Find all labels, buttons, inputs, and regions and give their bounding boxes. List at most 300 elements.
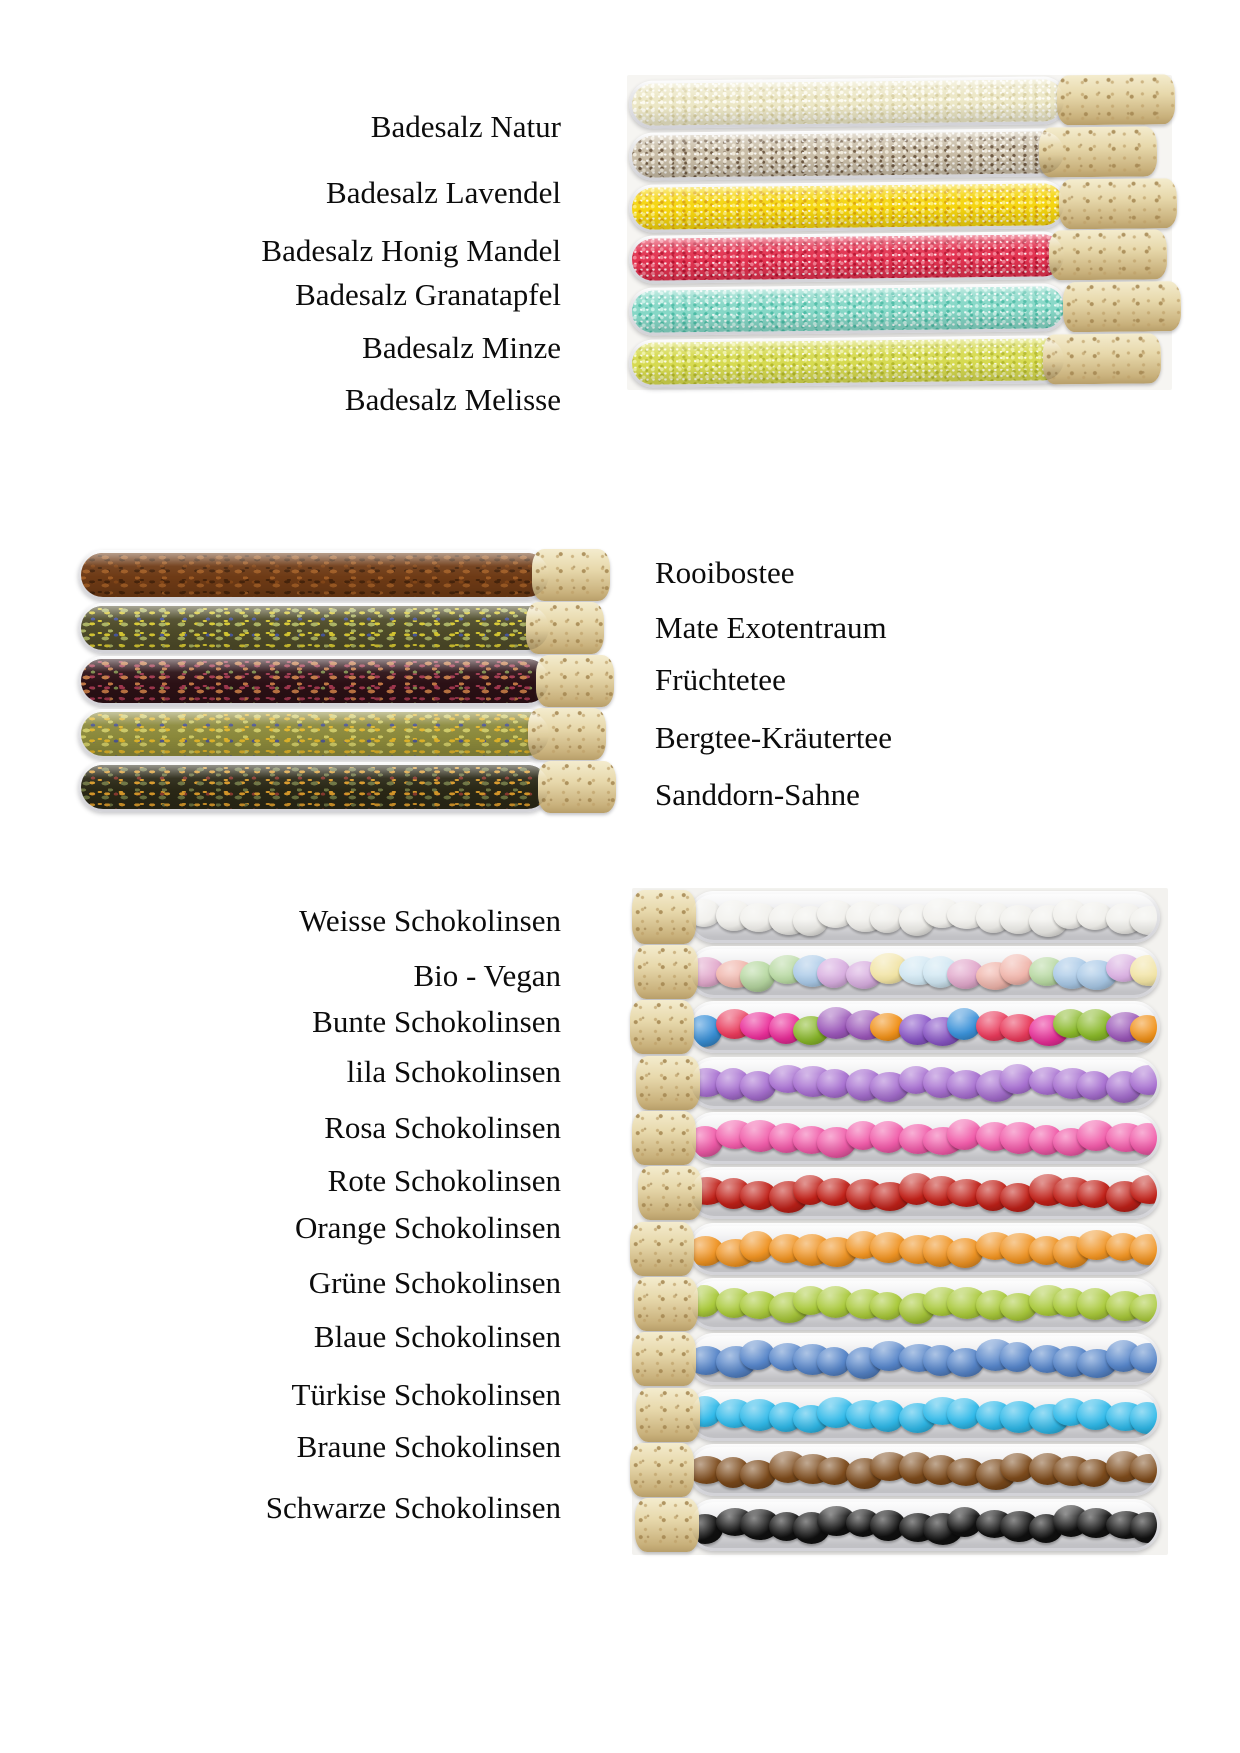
chocolate-lentil: [769, 1123, 804, 1153]
tube-content: [81, 712, 549, 756]
label-fruechtetee: Früchtetee: [655, 662, 786, 697]
chocolate-lentil: [1053, 899, 1087, 929]
tube-content: [632, 183, 1064, 230]
chocolate-lentil: [846, 1400, 886, 1429]
chocolate-lentil: [740, 1071, 776, 1101]
chocolate-lentil: [899, 1452, 933, 1484]
label-mate-exotentraum: Mate Exotentraum: [655, 610, 887, 645]
chocolate-lentil: [923, 1455, 959, 1485]
tube-content: [691, 1115, 1157, 1161]
label-rote-schokolinsen: Rote Schokolinsen: [327, 1163, 561, 1198]
chocolate-lentil: [899, 1403, 936, 1433]
mate-exotentraum-tube: [78, 603, 610, 653]
label-braune-schokolinsen: Braune Schokolinsen: [296, 1429, 561, 1464]
chocolate-lentil: [899, 904, 935, 936]
tube-glass: [78, 762, 552, 812]
chocolate-lentil: [846, 1179, 884, 1210]
tube-content: [691, 1447, 1157, 1493]
chocolate-lentil: [870, 904, 904, 933]
chocolate-lentil: [817, 1457, 852, 1485]
tube-content: [632, 234, 1064, 281]
chocolate-lentil: [740, 1460, 776, 1489]
tube-content: [691, 1004, 1157, 1050]
chocolate-lentil: [740, 1181, 777, 1210]
label-badesalz-natur: Badesalz Natur: [370, 109, 561, 144]
blaue-schokolinsen-tube: [632, 1333, 1168, 1385]
chocolate-lentil: [716, 1009, 753, 1039]
chocolate-lentil: [1029, 1236, 1064, 1265]
chocolate-lentil: [1130, 1175, 1157, 1204]
chocolate-lentil: [870, 1292, 904, 1320]
badesalz-photo: [627, 75, 1172, 390]
chocolate-lentil: [716, 900, 752, 931]
cork-stopper: [1049, 229, 1168, 280]
chocolate-lentil: [1106, 1012, 1145, 1042]
tube-content: [81, 659, 549, 703]
chocolate-lentil: [769, 1234, 805, 1263]
chocolate-lentil: [1029, 1125, 1063, 1155]
chocolate-lentil: [716, 1346, 756, 1378]
chocolate-lentil: [740, 961, 775, 992]
chocolate-lentil: [899, 1513, 937, 1542]
chocolate-lentil: [1000, 1511, 1039, 1542]
bergtee-kraeutertee-tube: [78, 709, 610, 759]
chocolate-lentil: [817, 958, 851, 988]
tube-glass: [629, 231, 1067, 284]
label-badesalz-honig-mandel: Badesalz Honig Mandel: [261, 233, 561, 268]
chocolate-lentil: [716, 1068, 750, 1100]
schokolinsen-photo: [632, 888, 1168, 1555]
tube-content: [632, 131, 1064, 178]
tube-glass: [688, 1001, 1160, 1053]
chocolate-lentil: [817, 1347, 851, 1376]
label-badesalz-minze: Badesalz Minze: [362, 330, 561, 365]
tube-glass: [688, 1499, 1160, 1551]
chocolate-lentil: [793, 1234, 831, 1266]
label-rooibostee: Rooibostee: [655, 555, 795, 590]
chocolate-lentil: [1077, 1288, 1113, 1320]
chocolate-lentil: [947, 1398, 981, 1429]
chocolate-lentil: [1077, 1459, 1111, 1487]
chocolate-lentil: [1130, 1123, 1157, 1155]
tube-content: [691, 949, 1157, 995]
label-gruene-schokolinsen: Grüne Schokolinsen: [308, 1265, 561, 1300]
tube-glass: [78, 709, 552, 759]
chocolate-lentil: [976, 1459, 1016, 1490]
chocolate-lentil: [1106, 1123, 1146, 1152]
chocolate-lentil: [1077, 1180, 1112, 1208]
chocolate-lentil: [1130, 1512, 1157, 1543]
chocolate-lentil: [793, 1286, 828, 1315]
chocolate-lentil: [769, 955, 806, 984]
braune-schokolinsen-tube: [632, 1444, 1168, 1496]
tube-content: [691, 1336, 1157, 1382]
chocolate-lentil: [793, 1344, 832, 1375]
chocolate-lentil: [947, 1070, 985, 1099]
label-weisse-schokolinsen: Weisse Schokolinsen: [299, 903, 561, 938]
chocolate-lentil: [1053, 1505, 1089, 1537]
rote-schokolinsen-tube: [632, 1167, 1168, 1219]
chocolate-lentil: [1077, 1508, 1115, 1538]
chocolate-lentil: [1029, 957, 1065, 986]
chocolate-lentil: [976, 962, 1015, 990]
chocolate-lentil: [899, 1014, 936, 1045]
chocolate-lentil: [923, 1345, 958, 1376]
chocolate-lentil: [1077, 1120, 1115, 1151]
chocolate-lentil: [899, 1235, 938, 1264]
tube-glass: [688, 1333, 1160, 1385]
chocolate-lentil: [976, 1232, 1014, 1260]
chocolate-lentil: [976, 1122, 1013, 1151]
tube-content: [81, 606, 549, 650]
cork-stopper: [630, 1222, 694, 1276]
chocolate-lentil: [947, 959, 984, 989]
chocolate-lentil: [793, 1512, 830, 1544]
chocolate-lentil: [769, 1343, 806, 1371]
chocolate-lentil: [691, 899, 721, 927]
chocolate-lentil: [769, 903, 809, 935]
chocolate-lentil: [846, 961, 882, 989]
chocolate-lentil: [1106, 1071, 1142, 1103]
badesalz-lavendel-tube: [627, 127, 1172, 181]
chocolate-lentil: [793, 1126, 830, 1154]
chocolate-lentil: [923, 1397, 962, 1425]
chocolate-lentil: [923, 1017, 962, 1046]
chocolate-lentil: [1000, 1014, 1038, 1042]
chocolate-lentil: [870, 1013, 905, 1041]
chocolate-lentil: [1029, 905, 1068, 937]
label-sanddorn-sahne: Sanddorn-Sahne: [655, 777, 860, 812]
chocolate-lentil: [1000, 1122, 1039, 1154]
chocolate-lentil: [817, 1069, 852, 1098]
cork-stopper: [630, 1000, 694, 1054]
tube-content: [691, 1060, 1157, 1106]
chocolate-lentil: [817, 1506, 856, 1536]
chocolate-lentil: [1000, 1183, 1036, 1212]
chocolate-lentil: [846, 1509, 880, 1537]
chocolate-lentil: [1029, 1453, 1066, 1485]
label-bergtee-kraeutertee: Bergtee-Kräutertee: [655, 720, 892, 755]
chocolate-lentil: [740, 1291, 778, 1319]
chocolate-lentil: [899, 1124, 937, 1154]
chocolate-lentil: [1077, 1399, 1114, 1430]
schwarze-schokolinsen-tube: [632, 1499, 1168, 1551]
chocolate-lentil: [846, 901, 885, 932]
chocolate-lentil: [1077, 1349, 1117, 1378]
chocolate-lentil: [769, 1292, 809, 1323]
tube-content: [81, 765, 549, 809]
chocolate-lentil: [1000, 1233, 1040, 1264]
tube-content: [632, 338, 1064, 385]
chocolate-lentil: [870, 1121, 906, 1153]
chocolate-lentil: [1077, 1230, 1116, 1260]
chocolate-lentil: [1053, 1068, 1092, 1099]
chocolate-lentil: [846, 1458, 883, 1489]
chocolate-lentil: [947, 901, 987, 929]
bunte-schokolinsen-tube: [632, 1001, 1168, 1053]
chocolate-lentil: [1130, 1454, 1157, 1483]
tube-glass: [629, 180, 1067, 233]
tube-glass: [688, 1167, 1160, 1219]
chocolate-lentil: [1130, 1234, 1157, 1265]
chocolate-lentil: [1053, 1236, 1090, 1268]
cork-stopper: [632, 890, 696, 944]
badesalz-natur-tube: [627, 75, 1172, 129]
chocolate-lentil: [846, 1231, 881, 1259]
chocolate-lentil: [947, 1119, 982, 1150]
chocolate-lentil: [716, 1457, 750, 1488]
chocolate-lentil: [923, 1287, 961, 1316]
tube-glass: [688, 1223, 1160, 1275]
chocolate-lentil: [1029, 1345, 1065, 1373]
chocolate-lentil: [793, 1454, 833, 1484]
chocolate-lentil: [870, 1341, 908, 1371]
chocolate-lentil: [976, 1011, 1012, 1041]
chocolate-lentil: [1130, 906, 1157, 935]
chocolate-lentil: [923, 1067, 959, 1098]
chocolate-lentil: [976, 1290, 1011, 1320]
chocolate-lentil: [870, 1182, 910, 1211]
chocolate-lentil: [846, 1121, 880, 1150]
chocolate-lentil: [870, 953, 908, 984]
label-badesalz-lavendel: Badesalz Lavendel: [326, 175, 561, 210]
chocolate-lentil: [716, 1288, 752, 1318]
chocolate-lentil: [1053, 1128, 1089, 1156]
chocolate-lentil: [1000, 1293, 1037, 1321]
chocolate-lentil: [691, 1126, 723, 1157]
chocolate-lentil: [1077, 902, 1113, 930]
chocolate-lentil: [899, 1066, 933, 1094]
cork-stopper: [634, 1277, 698, 1331]
chocolate-lentil: [923, 1235, 957, 1267]
chocolate-lentil: [691, 1015, 722, 1047]
chocolate-lentil: [740, 1340, 775, 1370]
tube-glass: [688, 1278, 1160, 1330]
chocolate-lentil: [1106, 1402, 1145, 1431]
chocolate-lentil: [793, 1405, 829, 1433]
chocolate-lentil: [716, 1120, 754, 1149]
cork-stopper: [635, 1498, 699, 1552]
cork-stopper: [634, 945, 698, 999]
cork-stopper: [630, 1443, 694, 1497]
tube-glass: [629, 128, 1067, 181]
chocolate-lentil: [870, 1232, 907, 1263]
chocolate-lentil: [793, 906, 828, 936]
chocolate-lentil: [817, 900, 854, 928]
badesalz-melisse-tube: [627, 334, 1172, 388]
chocolate-lentil: [1000, 1453, 1035, 1482]
chocolate-lentil: [1053, 1346, 1091, 1377]
chocolate-lentil: [817, 1127, 856, 1158]
chocolate-lentil: [1130, 1294, 1157, 1322]
chocolate-lentil: [1106, 903, 1144, 934]
tube-content: [691, 1392, 1157, 1438]
tube-content: [691, 1502, 1157, 1548]
chocolate-lentil: [740, 903, 778, 932]
cork-stopper: [1063, 281, 1182, 332]
chocolate-lentil: [691, 1236, 724, 1266]
tube-glass: [688, 1444, 1160, 1496]
badesalz-granatapfel-tube: [627, 230, 1172, 284]
chocolate-lentil: [1029, 1174, 1067, 1206]
chocolate-lentil: [740, 1399, 779, 1431]
chocolate-lentil: [691, 1514, 723, 1544]
chocolate-lentil: [976, 1070, 1016, 1102]
chocolate-lentil: [1106, 1233, 1140, 1261]
chocolate-lentil: [1029, 1015, 1069, 1046]
chocolate-lentil: [1130, 1015, 1157, 1043]
chocolate-lentil: [1053, 1456, 1092, 1486]
chocolate-lentil: [947, 1179, 986, 1207]
chocolate-lentil: [817, 1397, 855, 1428]
chocolate-lentil: [817, 1007, 855, 1039]
label-schwarze-schokolinsen: Schwarze Schokolinsen: [265, 1490, 561, 1525]
lila-schokolinsen-tube: [632, 1057, 1168, 1109]
cork-stopper: [632, 1332, 696, 1386]
chocolate-lentil: [899, 956, 939, 985]
chocolate-lentil: [899, 1173, 934, 1205]
chocolate-lentil: [923, 1176, 960, 1206]
chocolate-lentil: [1077, 1009, 1114, 1041]
chocolate-lentil: [976, 1510, 1013, 1538]
chocolate-lentil: [976, 1339, 1015, 1371]
badesalz-honig-mandel-tube: [627, 179, 1172, 233]
chocolate-lentil: [976, 1180, 1010, 1211]
chocolate-lentil: [923, 1513, 963, 1545]
rosa-schokolinsen-tube: [632, 1112, 1168, 1164]
chocolate-lentil: [1130, 1343, 1157, 1373]
chocolate-lentil: [870, 1072, 909, 1102]
tube-glass: [688, 1112, 1160, 1164]
tube-content: [632, 286, 1064, 333]
chocolate-lentil: [947, 1008, 981, 1040]
chocolate-lentil: [691, 1285, 721, 1317]
chocolate-lentil: [793, 955, 832, 987]
tube-content: [632, 79, 1064, 126]
chocolate-lentil: [691, 957, 725, 987]
tube-glass: [629, 335, 1067, 388]
chocolate-lentil: [846, 1010, 886, 1040]
chocolate-lentil: [1053, 957, 1091, 989]
chocolate-lentil: [691, 1456, 726, 1484]
tube-content: [691, 1281, 1157, 1327]
chocolate-lentil: [716, 1239, 755, 1267]
chocolate-lentil: [1053, 1177, 1093, 1207]
chocolate-lentil: [817, 1178, 853, 1206]
chocolate-lentil: [1053, 1398, 1088, 1426]
chocolate-lentil: [716, 1399, 753, 1428]
chocolate-lentil: [947, 1238, 983, 1268]
chocolate-lentil: [740, 1012, 779, 1040]
chocolate-lentil: [899, 1293, 935, 1324]
chocolate-lentil: [923, 898, 961, 928]
chocolate-lentil: [793, 1016, 829, 1045]
chocolate-lentil: [1130, 1402, 1157, 1434]
chocolate-lentil: [740, 1509, 780, 1540]
label-blaue-schokolinsen: Blaue Schokolinsen: [313, 1319, 561, 1354]
chocolate-lentil: [846, 1347, 882, 1379]
chocolate-lentil: [716, 1508, 754, 1536]
chocolate-lentil: [769, 1451, 807, 1483]
chocolate-lentil: [1000, 1342, 1034, 1372]
label-badesalz-granatapfel: Badesalz Granatapfel: [295, 277, 561, 312]
badesalz-minze-tube: [627, 282, 1172, 336]
chocolate-lentil: [1130, 955, 1157, 986]
chocolate-lentil: [1029, 1514, 1063, 1543]
chocolate-lentil: [769, 1181, 808, 1213]
chocolate-lentil: [1106, 1181, 1143, 1212]
chocolate-lentil: [870, 1452, 909, 1481]
tuerkise-schokolinsen-tube: [632, 1389, 1168, 1441]
tube-content: [691, 1226, 1157, 1272]
chocolate-lentil: [923, 956, 958, 988]
chocolate-lentil: [947, 1458, 985, 1486]
chocolate-lentil: [817, 1286, 854, 1318]
chocolate-lentil: [1106, 954, 1141, 982]
cork-stopper: [632, 1111, 696, 1165]
chocolate-lentil: [793, 1175, 827, 1205]
chocolate-lentil: [691, 1068, 726, 1097]
tube-glass: [78, 550, 552, 600]
chocolate-lentil: [716, 1178, 751, 1209]
label-bunte-schokolinsen: Bunte Schokolinsen: [312, 1004, 561, 1039]
tube-glass: [629, 283, 1067, 336]
label-lila-schokolinsen: lila Schokolinsen: [346, 1054, 561, 1089]
chocolate-lentil: [769, 1065, 807, 1093]
chocolate-lentil: [740, 1120, 780, 1152]
tube-glass: [688, 891, 1160, 943]
chocolate-lentil: [870, 1510, 906, 1541]
chocolate-lentil: [976, 1401, 1012, 1430]
chocolate-lentil: [691, 1177, 727, 1205]
tube-glass: [688, 946, 1160, 998]
fruechtetee-tube: [78, 656, 610, 706]
chocolate-lentil: [1053, 1009, 1088, 1038]
cork-stopper: [1059, 178, 1178, 229]
gruene-schokolinsen-tube: [632, 1278, 1168, 1330]
chocolate-lentil: [1077, 1071, 1111, 1100]
chocolate-lentil: [947, 1287, 987, 1319]
tee-photo: [78, 508, 610, 830]
chocolate-lentil: [846, 1069, 883, 1101]
weisse-schokolinsen-tube: [632, 891, 1168, 943]
chocolate-lentil: [1130, 1065, 1157, 1095]
chocolate-lentil: [817, 1237, 857, 1267]
chocolate-lentil: [1106, 1511, 1146, 1539]
chocolate-lentil: [947, 1348, 984, 1377]
chocolate-lentil: [923, 1127, 963, 1155]
chocolate-lentil: [1106, 1291, 1144, 1321]
bio-vegan-schokolinsen-tube: [632, 946, 1168, 998]
label-tuerkise-schokolinsen: Türkise Schokolinsen: [291, 1377, 561, 1412]
chocolate-lentil: [793, 1066, 833, 1097]
chocolate-lentil: [1000, 1064, 1035, 1094]
label-badesalz-melisse: Badesalz Melisse: [344, 382, 561, 417]
chocolate-lentil: [769, 1402, 803, 1432]
chocolate-lentil: [740, 1231, 774, 1262]
sanddorn-sahne-tube: [78, 762, 610, 812]
cork-stopper: [538, 761, 616, 813]
rooibostee-tube: [78, 550, 610, 600]
label-orange-schokolinsen: Orange Schokolinsen: [294, 1210, 561, 1245]
tube-glass: [78, 603, 552, 653]
chocolate-lentil: [1029, 1285, 1068, 1316]
chocolate-lentil: [976, 902, 1011, 933]
chocolate-lentil: [947, 1507, 982, 1537]
chocolate-lentil: [870, 1400, 905, 1432]
chocolate-lentil: [1000, 954, 1034, 985]
chocolate-lentil: [1029, 1067, 1066, 1095]
